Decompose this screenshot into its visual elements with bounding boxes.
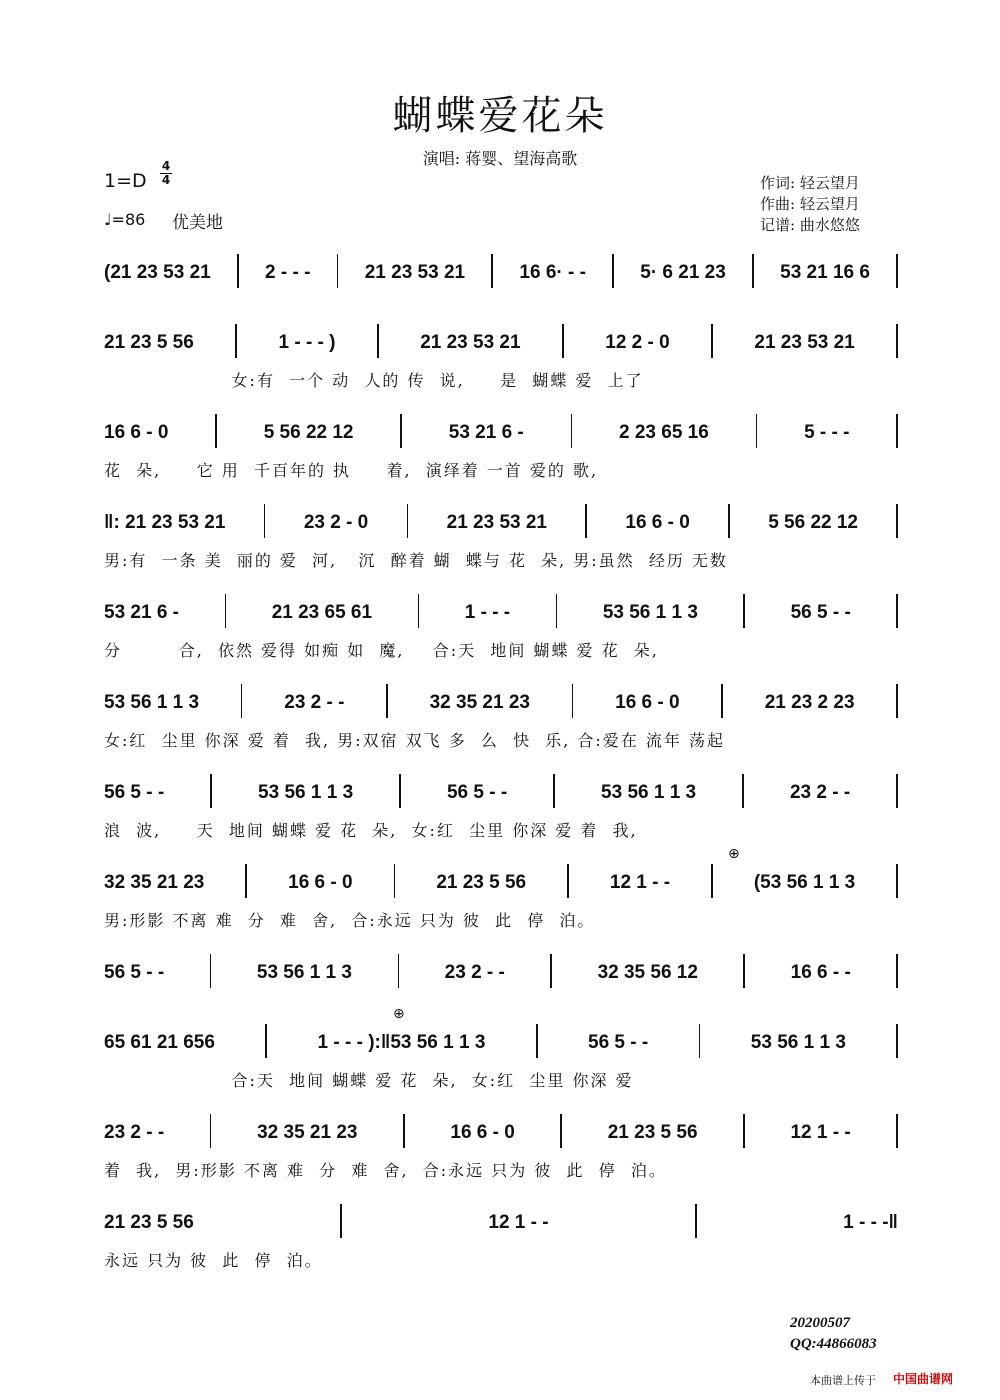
measure: 2 - - - (265, 262, 311, 283)
measure: 12 2 - 0 (605, 332, 670, 353)
barline (215, 414, 217, 448)
measure: 2 23 65 16 (619, 422, 709, 443)
barline (265, 1024, 267, 1058)
measure: 53 56 1 1 3 (750, 1032, 846, 1053)
barline (728, 504, 730, 538)
signature-date: 20200507 (790, 1315, 850, 1331)
barline (612, 254, 614, 288)
staff-line (104, 590, 898, 630)
measure: 21 23 2 23 (764, 692, 855, 713)
measure: 56 5 - - (446, 782, 508, 803)
measure: 32 35 21 23 (429, 692, 530, 713)
barline (695, 1204, 697, 1238)
measure: 21 23 65 61 (271, 602, 373, 623)
measure: 12 1 - - (790, 1122, 851, 1143)
lyric-line: 分 合, 依然 爱得 如痴 如 魔, 合:天 地间 蝴蝶 爱 花 朵, (104, 641, 659, 660)
measure: ‖: 21 23 53 21 (104, 512, 226, 533)
barline (699, 1024, 701, 1058)
barline (264, 504, 266, 538)
measure: 1 - - - (464, 602, 511, 623)
lyric-line: 女:有 一个 动 人的 传 说, 是 蝴蝶 爱 上了 (104, 371, 644, 390)
barline (896, 414, 898, 448)
measure: 56 5 - - (790, 602, 851, 623)
barline (399, 774, 401, 808)
measure: 16 6 - 0 (615, 692, 680, 713)
barline (896, 864, 898, 898)
measure: 16 6 - 0 (450, 1122, 515, 1143)
time-signature (160, 160, 172, 187)
measure: 32 35 21 23 (104, 872, 205, 893)
measure: 5 - - - (804, 422, 850, 443)
measure: 16 6 - 0 (288, 872, 353, 893)
key-signature: 1=D (104, 170, 147, 192)
measure: 23 2 - 0 (303, 512, 369, 533)
barline (337, 254, 339, 288)
lyric-line: 男:形影 不离 难 分 难 舍, 合:永远 只为 彼 此 停 泊。 (104, 911, 596, 930)
barline (403, 1114, 405, 1148)
barline (567, 864, 569, 898)
measure: 65 61 21 656 (104, 1032, 215, 1053)
barline (210, 954, 212, 988)
barline (572, 684, 574, 718)
composer-credit: 作曲: 轻云望月 (760, 195, 860, 213)
lyric-line: 女:红 尘里 你深 爱 着 我, 男:双宿 双飞 多 么 快 乐, 合:爱在 流年 荡起 (104, 731, 725, 750)
barline (752, 254, 754, 288)
barline (896, 774, 898, 808)
barline (394, 864, 396, 898)
staff-line (104, 500, 898, 540)
measure: 21 23 5 56 (104, 1212, 194, 1233)
barline (536, 1024, 538, 1058)
measure: 16 6 - - (790, 962, 851, 983)
measure: 56 5 - - (104, 782, 165, 803)
measure: 16 6 - 0 (625, 512, 690, 533)
barline (556, 594, 558, 628)
measure: (53 56 1 1 3 (753, 872, 856, 893)
barline (560, 1114, 562, 1148)
lyric-line: 浪 波, 天 地间 蝴蝶 爱 花 朵, 女:红 尘里 你深 爱 着 我, (104, 821, 638, 840)
time-signature-bottom: 4 (161, 173, 171, 187)
measure: 12 1 - - (488, 1212, 549, 1233)
barline (896, 684, 898, 718)
measure: 12 1 - - (609, 872, 671, 893)
credits (760, 173, 860, 236)
staff-line (104, 1110, 898, 1150)
lyricist-credit: 作词: 轻云望月 (760, 174, 860, 192)
barline (756, 414, 758, 448)
signature-qq: QQ:44866083 (790, 1336, 877, 1352)
measure: 53 56 1 1 3 (602, 602, 698, 623)
score-title: 蝴蝶爱花朵 (392, 93, 608, 139)
barline (398, 954, 400, 988)
measure: 56 5 - - (104, 962, 165, 983)
measure: 53 21 6 - (448, 422, 524, 443)
barline (241, 684, 243, 718)
barline (491, 254, 493, 288)
barline (711, 864, 713, 898)
measure: 16 6 - 0 (104, 422, 169, 443)
barline (896, 1114, 898, 1148)
barline (235, 324, 237, 358)
barline (377, 324, 379, 358)
staff-line (104, 680, 898, 720)
measure: 5 56 22 12 (768, 512, 858, 533)
measure: 21 23 53 21 (364, 262, 466, 283)
measure: 1 - - -‖ (843, 1212, 898, 1233)
lyric-line: 花 朵, 它 用 千百年的 执 着, 演绎着 一首 爱的 歌, (104, 461, 599, 480)
staff-line (104, 250, 898, 290)
measure: 53 21 16 6 (780, 262, 870, 283)
measure: 53 56 1 1 3 (601, 782, 697, 803)
barline (711, 324, 713, 358)
tempo-mark: ♩=86 (104, 210, 146, 229)
barline (418, 594, 420, 628)
lyric-line: 男:有 一条 美 丽的 爱 河, 沉 醉着 蝴 蝶与 花 朵, 男:虽然 经历 无数 (104, 551, 728, 570)
staff-line (104, 770, 898, 810)
singer-credit: 演唱: 蒋婴、望海高歌 (422, 149, 578, 168)
barline (210, 774, 212, 808)
measure: 5· 6 21 23 (640, 262, 726, 283)
measure: 32 35 21 23 (257, 1122, 358, 1143)
barline (571, 414, 573, 448)
barline (896, 1024, 898, 1058)
barline (743, 954, 745, 988)
barline (407, 504, 409, 538)
measure: 23 2 - - (789, 782, 851, 803)
lyric-line: 合:天 地间 蝴蝶 爱 花 朵, 女:红 尘里 你深 爱 (104, 1071, 634, 1090)
measure: 5 56 22 12 (263, 422, 354, 443)
expression-mark: 优美地 (172, 213, 223, 233)
measure: 21 23 5 56 (104, 332, 194, 353)
measure: 21 23 53 21 (420, 332, 521, 353)
barline (743, 594, 745, 628)
barline (743, 1114, 745, 1148)
barline (210, 1114, 212, 1148)
barline (550, 954, 552, 988)
measure: 56 5 - - (588, 1032, 649, 1053)
barline (896, 254, 898, 288)
site-logo (893, 1370, 989, 1388)
measure: 23 2 - - (444, 962, 505, 983)
measure: 16 6· - - (519, 262, 586, 283)
measure: 53 56 1 1 3 (258, 782, 354, 803)
coda-icon: ⊕ (728, 846, 740, 862)
barline (237, 254, 239, 288)
barline (585, 504, 587, 538)
barline (742, 774, 744, 808)
staff-line (104, 1200, 898, 1240)
time-signature-top: 4 (161, 159, 171, 173)
measure: 53 56 1 1 3 (256, 962, 352, 983)
coda-icon: ⊕ (393, 1006, 405, 1022)
staff-line (104, 410, 898, 450)
signature (790, 1313, 877, 1355)
barline (386, 684, 388, 718)
staff-line (104, 950, 898, 990)
measure: 53 56 1 1 3 (104, 692, 200, 713)
measure: 1 - - - ):‖53 56 1 1 3 (317, 1032, 486, 1053)
measure: 23 2 - - (284, 692, 345, 713)
measure: 53 21 6 - (104, 602, 179, 623)
measure: (21 23 53 21 (104, 262, 211, 283)
barline (245, 864, 247, 898)
barline (553, 774, 555, 808)
barline (896, 594, 898, 628)
staff-line (104, 1020, 898, 1060)
staff-line (104, 320, 898, 360)
transcriber-credit: 记谱: 曲水悠悠 (760, 216, 860, 234)
barline (896, 504, 898, 538)
lyric-line: 着 我, 男:形影 不离 难 分 难 舍, 合:永远 只为 彼 此 停 泊。 (104, 1161, 667, 1180)
barline (896, 954, 898, 988)
upload-note: 本曲谱上传于 (810, 1374, 876, 1387)
measure: 1 - - - ) (278, 332, 336, 353)
measure: 21 23 5 56 (436, 872, 527, 893)
barline (225, 594, 227, 628)
measure: 21 23 53 21 (446, 512, 547, 533)
measure: 23 2 - - (104, 1122, 165, 1143)
measure: 32 35 56 12 (597, 962, 698, 983)
barline (400, 414, 402, 448)
barline (340, 1204, 342, 1238)
barline (562, 324, 564, 358)
barline (721, 684, 723, 718)
site-logo-text: 中国曲谱网 (893, 1372, 954, 1386)
measure: 21 23 5 56 (607, 1122, 698, 1143)
measure: 21 23 53 21 (754, 332, 855, 353)
barline (896, 324, 898, 358)
lyric-line: 永远 只为 彼 此 停 泊。 (104, 1251, 323, 1270)
staff-line (104, 860, 898, 900)
